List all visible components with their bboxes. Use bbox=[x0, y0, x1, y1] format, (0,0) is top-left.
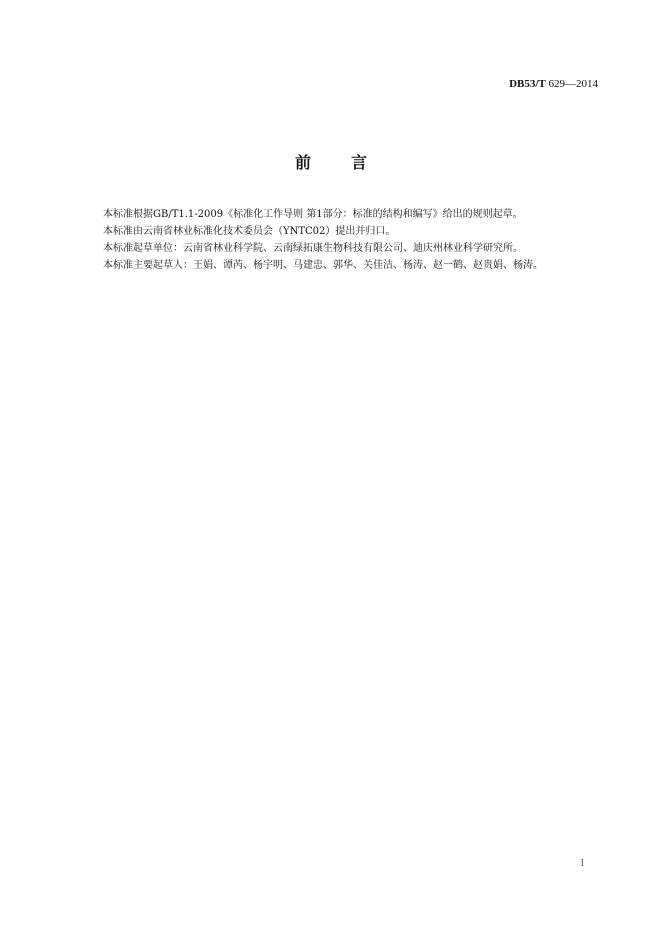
foreword-paragraph-drafting-rules: 本标准根据GB/T1.1-2009《标准化工作导则 第1部分：标准的结构和编写》给出的规则起草。 bbox=[103, 209, 523, 220]
foreword-paragraph-drafters: 本标准主要起草人：王娟、谭芮、杨宇明、马建忠、郭华、关佳洁、杨涛、赵一鹤、赵贵娟、杨涛。 bbox=[103, 260, 543, 271]
page-title-char-2: 言 bbox=[351, 153, 368, 172]
foreword-paragraph-proposer: 本标准由云南省林业标准化技术委员会（YNTC02）提出并归口。 bbox=[103, 226, 396, 237]
standard-code-prefix: DB53/T bbox=[509, 78, 546, 90]
foreword-paragraph-drafting-units: 本标准起草单位：云南省林业科学院、云南绿拓康生物科技有限公司、迪庆州林业科学研究所。 bbox=[103, 243, 523, 254]
standard-code bbox=[509, 78, 598, 90]
page-title-char-1: 前 bbox=[294, 153, 311, 172]
foreword-body bbox=[103, 206, 603, 274]
page-title bbox=[0, 150, 662, 173]
page-number: I bbox=[580, 858, 584, 869]
standard-code-number: 629—2014 bbox=[545, 78, 598, 90]
